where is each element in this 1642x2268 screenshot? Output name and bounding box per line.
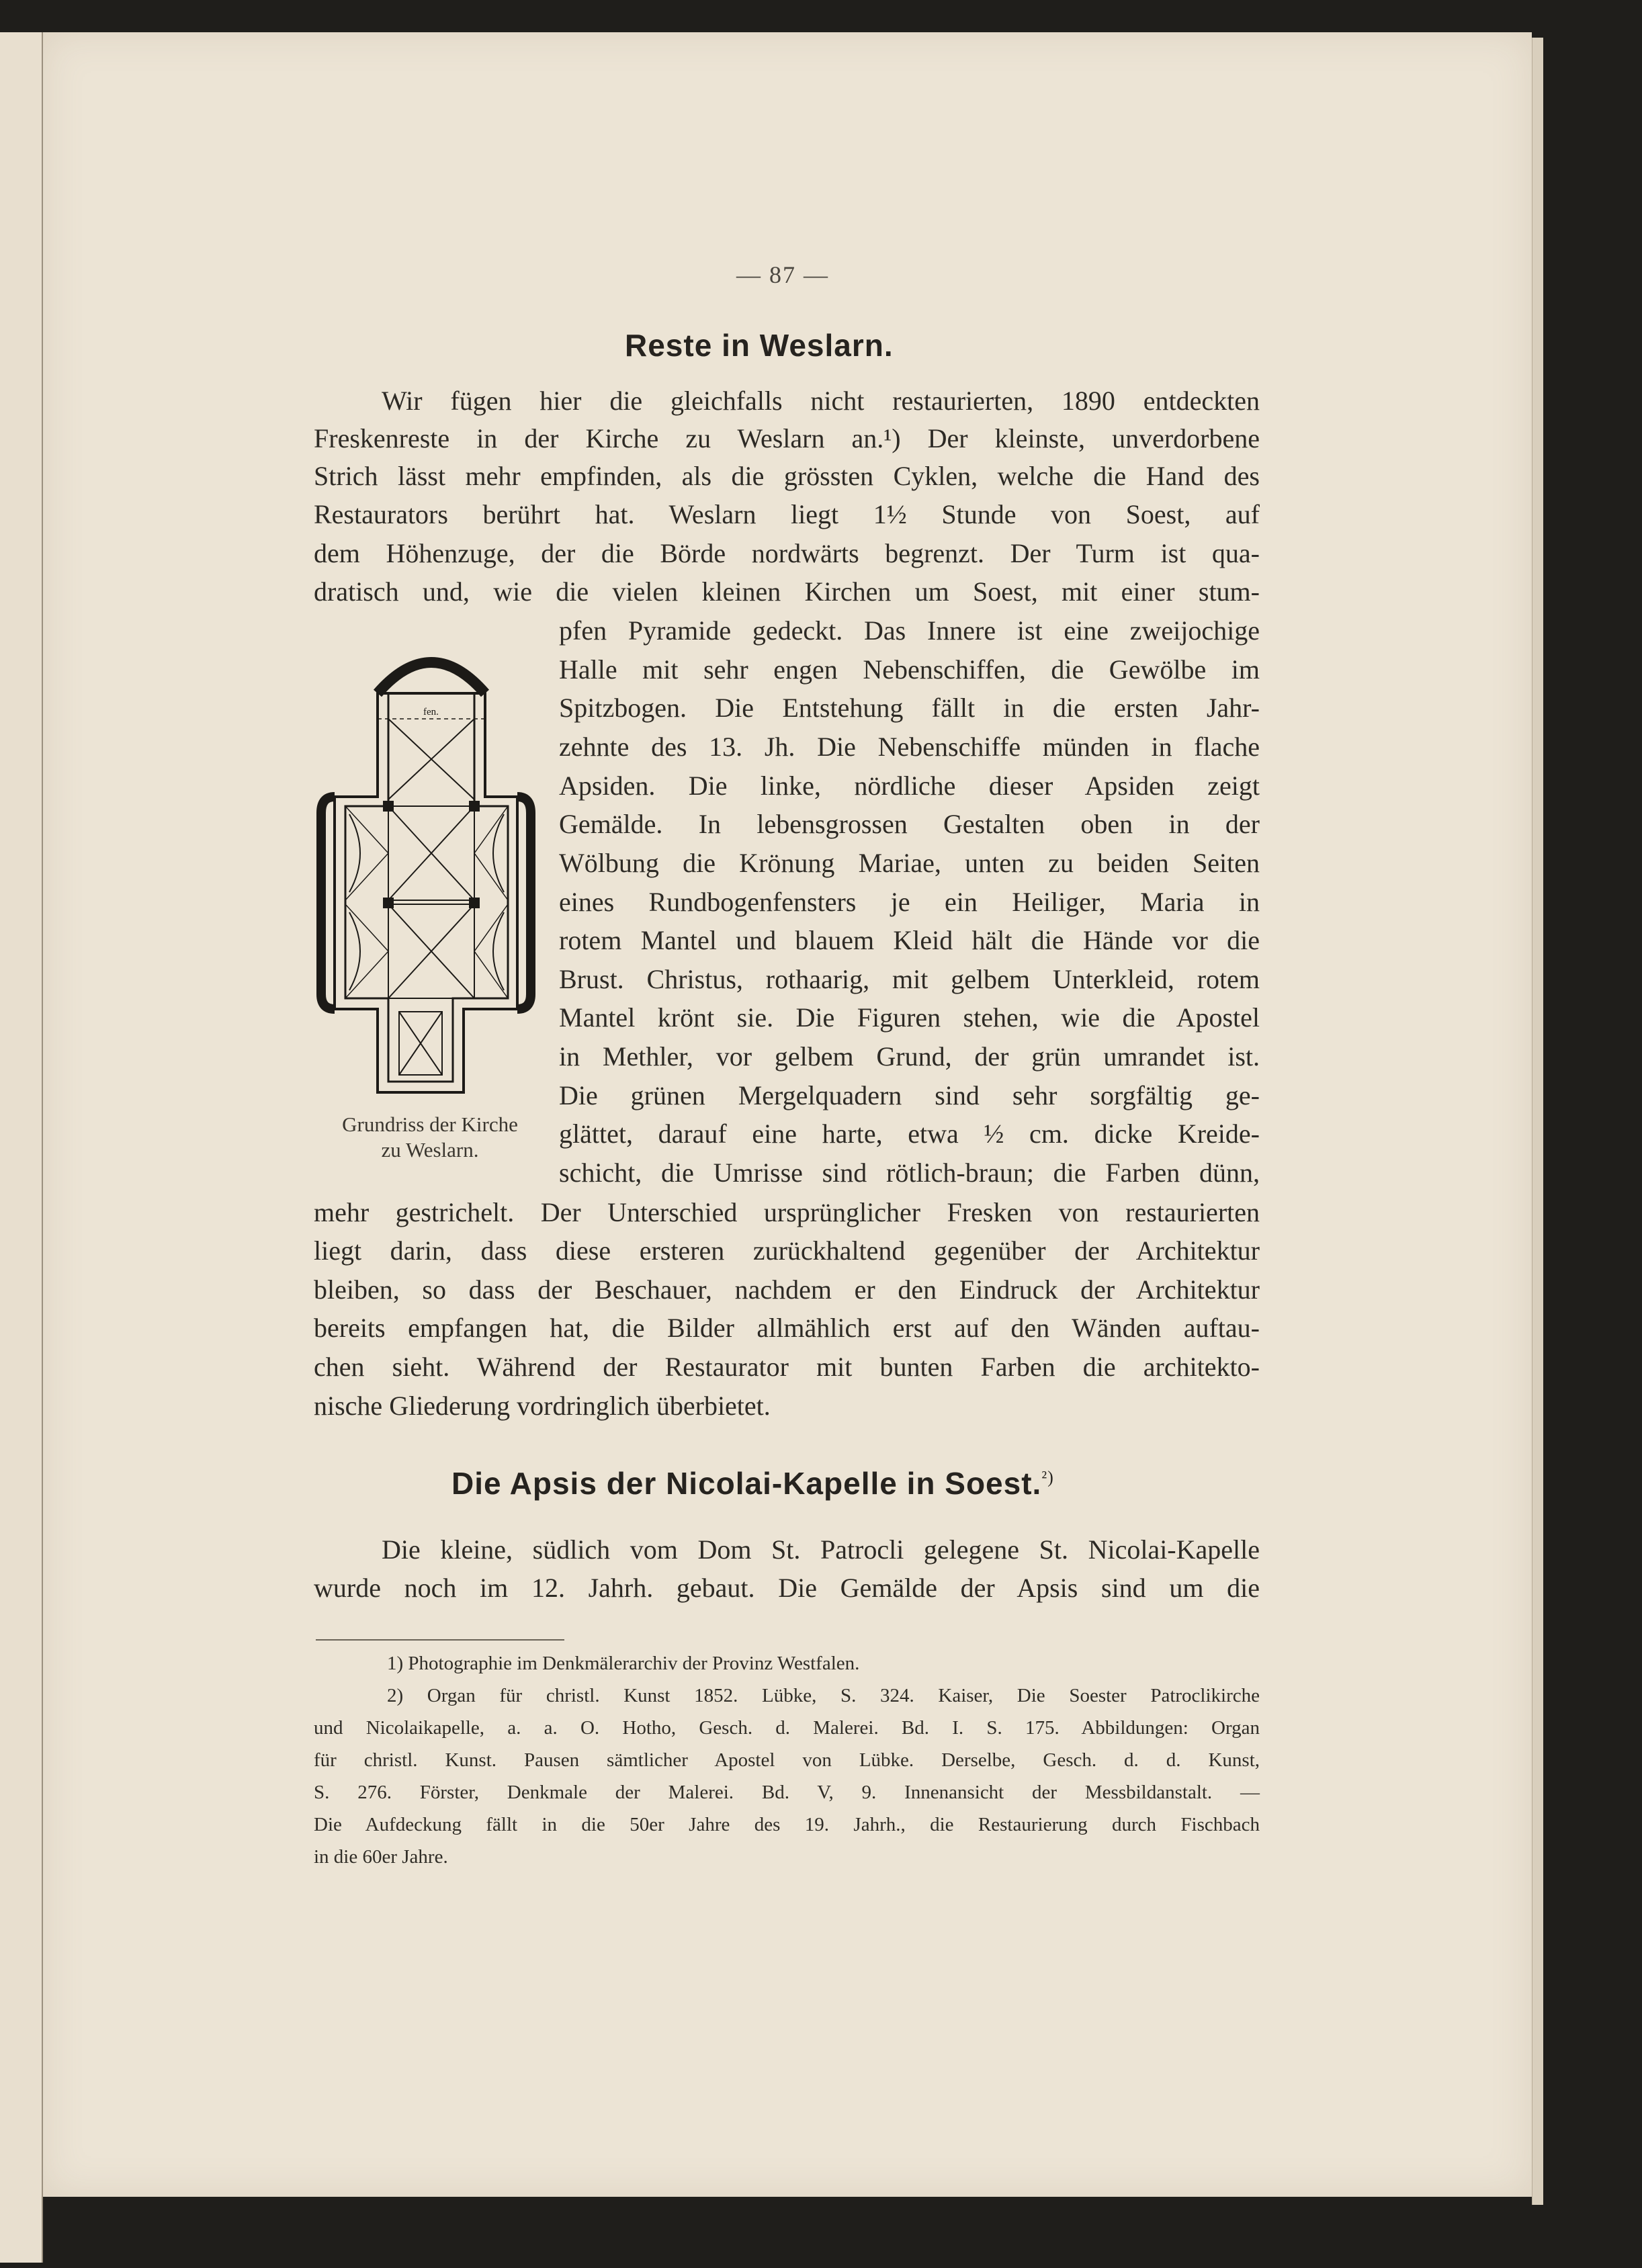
text-line: bereits empfangen hat, die Bilder allmählich erst auf den Wänden auftau- (314, 1313, 1260, 1343)
footnote-line: Die Aufdeckung fällt in die 50er Jahre des 19. Jahrh., die Restaurierung durch Fischbach (314, 1814, 1260, 1835)
text-line: Die kleine, südlich vom Dom St. Patrocli gelegene St. Nicolai-Kapelle (382, 1534, 1260, 1565)
section-title-text: Die Apsis der Nicolai-Kapelle in Soest. (451, 1466, 1042, 1501)
text-line: in Methler, vor gelbem Grund, der grün umrandet ist. (559, 1041, 1260, 1072)
footnote-line: 1) Photographie im Denkmälerarchiv der Provinz Westfalen. (387, 1653, 860, 1674)
text-line: nische Gliederung vordringlich überbietet. (314, 1391, 771, 1421)
text-line: zehnte des 13. Jh. Die Nebenschiffe münden in flache (559, 732, 1260, 762)
footnote-line: für christl. Kunst. Pausen sämtlicher Apostel von Lübke. Derselbe, Gesch. d. d. Kunst, (314, 1749, 1260, 1771)
text-line: Strich lässt mehr empfinden, als die grössten Cyklen, welche die Hand des (314, 461, 1260, 491)
page-fore-edge (1532, 38, 1543, 2205)
text-line: bleiben, so dass der Beschauer, nachdem er den Eindruck der Architektur (314, 1274, 1260, 1305)
facing-page-edge (0, 32, 43, 2263)
text-line: dratisch und, wie die vielen kleinen Kirchen um Soest, mit einer stum- (314, 576, 1260, 607)
footnote-rule (316, 1639, 564, 1641)
plan-label: fen. (423, 707, 439, 717)
text-line: Brust. Christus, rothaarig, mit gelbem Unterkleid, rotem (559, 964, 1260, 994)
text-line: dem Höhenzuge, der die Börde nordwärts begrenzt. Der Turm ist qua- (314, 538, 1260, 568)
church-floor-plan (316, 645, 544, 1102)
text-line: Apsiden. Die linke, nördliche dieser Apsiden zeigt (559, 771, 1260, 801)
footnote-line: S. 276. Förster, Denkmale der Malerei. Bd. V, 9. Innenansicht der Messbildanstalt. — (314, 1782, 1260, 1803)
text-line: schicht, die Umrisse sind rötlich-braun; die Farben dünn, (559, 1158, 1260, 1188)
text-line: Gemälde. In lebensgrossen Gestalten oben in der (559, 809, 1260, 839)
text-line: Wir fügen hier die gleichfalls nicht restaurierten, 1890 entdeckten (382, 386, 1260, 416)
text-line: rotem Mantel und blauem Kleid hält die Hände vor die (559, 925, 1260, 955)
text-line: wurde noch im 12. Jahrh. gebaut. Die Gemälde der Apsis sind um die (314, 1573, 1260, 1603)
text-line: glättet, darauf eine harte, etwa ½ cm. dicke Kreide- (559, 1119, 1260, 1149)
text-line: Mantel krönt sie. Die Figuren stehen, wie die Apostel (559, 1002, 1260, 1033)
footnote-line: in die 60er Jahre. (314, 1846, 448, 1868)
text-line: pfen Pyramide gedeckt. Das Innere ist eine zweijochige (559, 615, 1260, 646)
text-line: eines Rundbogenfensters je ein Heiliger, Maria in (559, 887, 1260, 917)
text-line: Halle mit sehr engen Nebenschiffen, die Gewölbe im (559, 654, 1260, 685)
text-line: Die grünen Mergelquadern sind sehr sorgfältig ge- (559, 1080, 1260, 1110)
text-line: Freskenreste in der Kirche zu Weslarn an.¹) Der kleinste, unverdorbene (314, 423, 1260, 453)
footnote-marker: ²) (1041, 1467, 1054, 1487)
text-line: mehr gestrichelt. Der Unterschied ursprünglicher Fresken von restaurierten (314, 1197, 1260, 1227)
footnote-line: und Nicolaikapelle, a. a. O. Hotho, Gesch. d. Malerei. Bd. I. S. 175. Abbildungen: Organ (314, 1717, 1260, 1739)
text-line: Wölbung die Krönung Mariae, unten zu beiden Seiten (559, 848, 1260, 878)
figure-caption (316, 1112, 544, 1163)
footnote-line: 2) Organ für christl. Kunst 1852. Lübke, S. 324. Kaiser, Die Soester Patroclikirche (387, 1685, 1260, 1706)
text-line: Spitzbogen. Die Entstehung fällt in die ersten Jahr- (559, 693, 1260, 723)
caption-line: Grundriss der Kirche (342, 1113, 518, 1136)
text-line: chen sieht. Während der Restaurator mit bunten Farben die architekto- (314, 1352, 1260, 1382)
section-title-nicolai (451, 1465, 1054, 1501)
section-title-weslarn: Reste in Weslarn. (625, 328, 894, 363)
page-number: — 87 — (736, 261, 829, 288)
caption-line: zu Weslarn. (381, 1138, 479, 1162)
text-line: liegt darin, dass diese ersteren zurückhaltend gegenüber der Architektur (314, 1235, 1260, 1266)
text-line: Restaurators berührt hat. Weslarn liegt 1½ Stunde von Soest, auf (314, 499, 1260, 529)
